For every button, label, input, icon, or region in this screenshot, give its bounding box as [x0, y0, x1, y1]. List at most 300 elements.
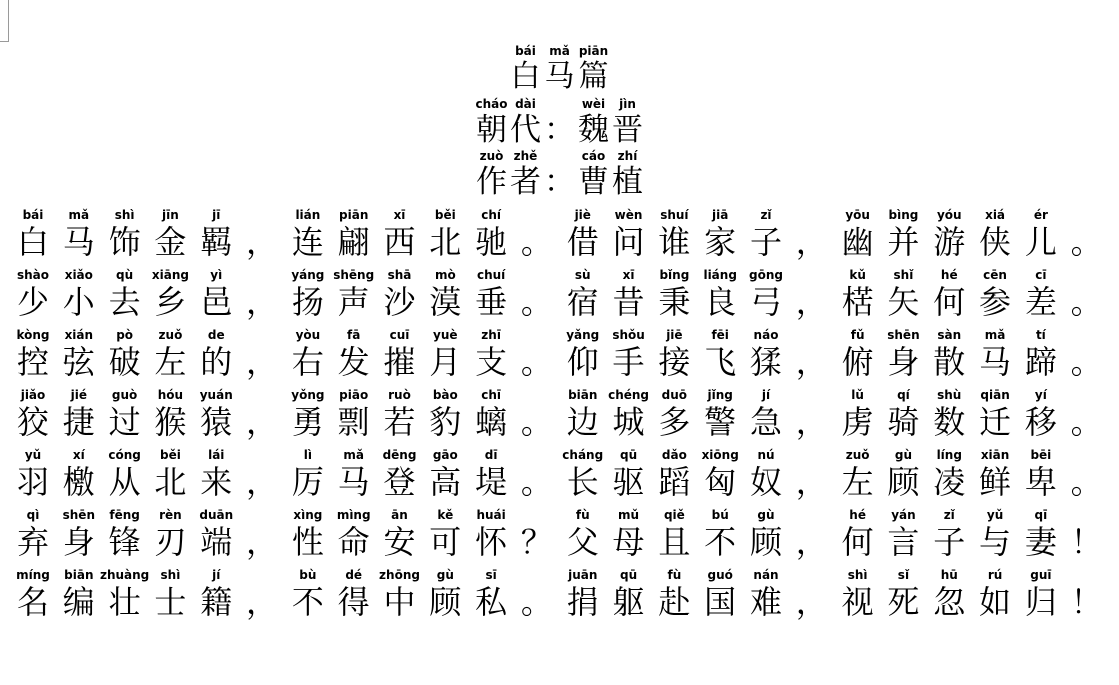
pinyin: piān — [578, 44, 609, 58]
hanzi-with-pinyin — [332, 448, 376, 501]
pinyin: shào — [16, 268, 50, 282]
pinyin: ān — [391, 508, 408, 522]
hanzi: 身 — [887, 343, 920, 381]
hanzi: 如 — [979, 583, 1012, 621]
hanzi-with-pinyin — [607, 268, 651, 321]
punctuation: ， — [246, 403, 279, 441]
hanzi-with-pinyin — [423, 208, 467, 261]
pinyin: bái — [22, 208, 44, 222]
pinyin: shuí — [660, 208, 689, 222]
pinyin: kòng — [16, 328, 50, 342]
punctuation-char — [1065, 388, 1109, 441]
pinyin: duān — [199, 508, 234, 522]
poem-line — [0, 208, 1119, 261]
hanzi-with-pinyin — [698, 568, 742, 621]
pinyin: qiān — [980, 388, 1010, 402]
hanzi: 骑 — [887, 403, 920, 441]
hanzi-with-pinyin — [148, 568, 192, 621]
pinyin: mǎ — [549, 44, 570, 58]
hanzi: 死 — [887, 583, 920, 621]
pinyin: guò — [111, 388, 138, 402]
punctuation-char — [1065, 448, 1109, 501]
text-cursor-margin-mark — [0, 0, 9, 42]
pinyin: gù — [894, 448, 912, 462]
pinyin: rèn — [159, 508, 182, 522]
punctuation-char — [543, 97, 577, 148]
pinyin: cáo — [581, 149, 606, 163]
pinyin: pò — [116, 328, 134, 342]
hanzi-with-pinyin — [927, 508, 971, 561]
pinyin: zhuàng — [99, 568, 150, 582]
hanzi: 儿 — [1024, 223, 1057, 261]
hanzi: 植 — [612, 164, 643, 200]
hanzi-with-pinyin — [698, 208, 742, 261]
pinyin: cuī — [389, 328, 410, 342]
hanzi-with-pinyin — [881, 208, 925, 261]
hanzi: 作 — [476, 164, 507, 200]
pinyin: zhí — [617, 149, 638, 163]
punctuation-char — [240, 328, 284, 381]
pinyin: zhī — [481, 328, 501, 342]
pinyin: lián — [295, 208, 321, 222]
punctuation-char — [790, 508, 834, 561]
hanzi-with-pinyin — [744, 208, 788, 261]
punctuation-char — [515, 448, 559, 501]
hanzi: 秉 — [658, 283, 691, 321]
pinyin: shì — [114, 208, 135, 222]
hanzi: 妻 — [1024, 523, 1057, 561]
hanzi: 接 — [658, 343, 691, 381]
pinyin: shì — [160, 568, 181, 582]
hanzi-with-pinyin — [103, 448, 147, 501]
pinyin: xìng — [293, 508, 323, 522]
hanzi: 厉 — [291, 463, 324, 501]
punctuation-char — [515, 388, 559, 441]
hanzi-with-pinyin — [509, 149, 543, 200]
hanzi: 去 — [108, 283, 141, 321]
hanzi: 声 — [337, 283, 370, 321]
hanzi-with-pinyin — [744, 508, 788, 561]
hanzi-with-pinyin — [57, 268, 101, 321]
hanzi: 驰 — [475, 223, 508, 261]
hanzi-with-pinyin — [509, 97, 543, 148]
pinyin: dǎo — [661, 448, 687, 462]
punctuation-char — [790, 448, 834, 501]
punctuation-char — [790, 568, 834, 621]
hanzi: 高 — [429, 463, 462, 501]
pinyin: piān — [339, 208, 369, 222]
hanzi-with-pinyin — [611, 97, 645, 148]
hanzi: 中 — [383, 583, 416, 621]
hanzi-with-pinyin — [286, 508, 330, 561]
hanzi-with-pinyin — [1019, 508, 1063, 561]
hanzi: 俯 — [841, 343, 874, 381]
hanzi: 多 — [658, 403, 691, 441]
pinyin: mǔ — [618, 508, 640, 522]
hanzi: 邑 — [200, 283, 233, 321]
pinyin: líng — [936, 448, 962, 462]
pinyin: yǎng — [566, 328, 600, 342]
hanzi-with-pinyin — [652, 328, 696, 381]
hanzi: 借 — [566, 223, 599, 261]
pinyin: zǐ — [943, 508, 955, 522]
pinyin: qiě — [663, 508, 685, 522]
pinyin: chī — [481, 388, 502, 402]
hanzi-with-pinyin — [332, 328, 376, 381]
pinyin: lǔ — [851, 388, 864, 402]
hanzi: 虏 — [841, 403, 874, 441]
hanzi-with-pinyin — [927, 388, 971, 441]
hanzi-with-pinyin — [577, 97, 611, 148]
hanzi-with-pinyin — [11, 388, 55, 441]
hanzi: 边 — [566, 403, 599, 441]
pinyin: chuí — [476, 268, 506, 282]
hanzi-with-pinyin — [11, 568, 55, 621]
hanzi: 破 — [108, 343, 141, 381]
hanzi-with-pinyin — [698, 328, 742, 381]
punctuation: ， — [246, 523, 279, 561]
pinyin: běi — [434, 208, 456, 222]
hanzi-with-pinyin — [607, 568, 651, 621]
pinyin: yòu — [295, 328, 321, 342]
hanzi: 蹄 — [1024, 343, 1057, 381]
hanzi-with-pinyin — [99, 568, 150, 621]
hanzi: 魏 — [578, 112, 609, 148]
punctuation-char — [240, 388, 284, 441]
hanzi-with-pinyin — [148, 388, 192, 441]
punctuation: ， — [795, 343, 828, 381]
pinyin: mò — [434, 268, 456, 282]
hanzi-with-pinyin — [194, 508, 238, 561]
pinyin: nú — [757, 448, 775, 462]
pinyin: shā — [387, 268, 412, 282]
pinyin: qī — [1034, 508, 1048, 522]
pinyin: mǎ — [68, 208, 90, 222]
hanzi-with-pinyin — [698, 448, 742, 501]
hanzi: 北 — [154, 463, 187, 501]
punctuation: ， — [795, 283, 828, 321]
hanzi: 且 — [658, 523, 691, 561]
pinyin: jié — [70, 388, 87, 402]
pinyin: xī — [622, 268, 635, 282]
hanzi: 何 — [933, 283, 966, 321]
hanzi: 堤 — [475, 463, 508, 501]
hanzi: 昔 — [612, 283, 645, 321]
hanzi: 漠 — [429, 283, 462, 321]
hanzi: 凌 — [933, 463, 966, 501]
hanzi-with-pinyin — [469, 508, 513, 561]
hanzi-with-pinyin — [607, 388, 651, 441]
hanzi: 控 — [16, 343, 49, 381]
pinyin: dī — [484, 448, 498, 462]
hanzi: 赴 — [658, 583, 691, 621]
pinyin: shù — [937, 388, 962, 402]
hanzi-with-pinyin — [148, 448, 192, 501]
hanzi: 北 — [429, 223, 462, 261]
hanzi-with-pinyin — [561, 328, 605, 381]
poem-line — [0, 568, 1119, 621]
pinyin: yì — [210, 268, 223, 282]
hanzi-with-pinyin — [881, 448, 925, 501]
hanzi: 剽 — [337, 403, 370, 441]
punctuation: ， — [246, 463, 279, 501]
pinyin: tí — [1035, 328, 1046, 342]
hanzi: 勇 — [291, 403, 324, 441]
hanzi: 可 — [429, 523, 462, 561]
hanzi: 难 — [749, 583, 782, 621]
hanzi: 手 — [612, 343, 645, 381]
hanzi-with-pinyin — [1019, 448, 1063, 501]
hanzi: 游 — [933, 223, 966, 261]
hanzi-with-pinyin — [103, 388, 147, 441]
pinyin: de — [207, 328, 225, 342]
hanzi: 顾 — [887, 463, 920, 501]
hanzi-with-pinyin — [286, 388, 330, 441]
pinyin: fǔ — [850, 328, 865, 342]
hanzi-with-pinyin — [561, 568, 605, 621]
hanzi: 右 — [291, 343, 324, 381]
pinyin: gōng — [749, 268, 783, 282]
hanzi-with-pinyin — [286, 268, 330, 321]
hanzi: 顾 — [429, 583, 462, 621]
pinyin: cháo — [475, 97, 508, 111]
hanzi: 怀 — [475, 523, 508, 561]
pinyin: jí — [212, 568, 221, 582]
hanzi-with-pinyin — [927, 268, 971, 321]
hanzi: 飞 — [704, 343, 737, 381]
hanzi: 移 — [1024, 403, 1057, 441]
punctuation: ： — [544, 112, 575, 148]
pinyin: biān — [64, 568, 94, 582]
punctuation-char — [515, 508, 559, 561]
hanzi: 的 — [200, 343, 233, 381]
hanzi-with-pinyin — [469, 268, 513, 321]
hanzi-with-pinyin — [927, 568, 971, 621]
hanzi: 子 — [749, 223, 782, 261]
hanzi: 参 — [979, 283, 1012, 321]
punctuation-char — [1065, 208, 1109, 261]
pinyin: sǐ — [897, 568, 910, 582]
pinyin: dài — [515, 97, 536, 111]
hanzi: 幽 — [841, 223, 874, 261]
hanzi-with-pinyin — [423, 448, 467, 501]
hanzi: 翩 — [337, 223, 370, 261]
pinyin: jiā — [712, 208, 729, 222]
punctuation: 。 — [1070, 283, 1103, 321]
hanzi-with-pinyin — [652, 508, 696, 561]
hanzi-with-pinyin — [652, 448, 696, 501]
poem-line — [0, 508, 1119, 561]
pinyin: zuǒ — [845, 448, 870, 462]
pinyin: rú — [987, 568, 1003, 582]
punctuation: ， — [246, 343, 279, 381]
hanzi: 西 — [383, 223, 416, 261]
pinyin: qū — [619, 448, 638, 462]
hanzi: 性 — [291, 523, 324, 561]
pinyin: hé — [940, 268, 958, 282]
hanzi-with-pinyin — [698, 508, 742, 561]
pinyin: yuán — [199, 388, 233, 402]
hanzi-with-pinyin — [577, 149, 611, 200]
hanzi: 狡 — [16, 403, 49, 441]
pinyin: mǎ — [343, 448, 364, 462]
pinyin: gù — [436, 568, 454, 582]
hanzi: 编 — [62, 583, 95, 621]
hanzi: 不 — [704, 523, 737, 561]
pinyin: lái — [208, 448, 225, 462]
hanzi-with-pinyin — [973, 208, 1017, 261]
punctuation-char — [543, 149, 577, 200]
hanzi-with-pinyin — [11, 328, 55, 381]
hanzi: 月 — [429, 343, 462, 381]
pinyin: huái — [476, 508, 506, 522]
punctuation-char — [240, 508, 284, 561]
hanzi: 母 — [612, 523, 645, 561]
punctuation: 。 — [1070, 223, 1103, 261]
hanzi: 父 — [566, 523, 599, 561]
pinyin: dēng — [382, 448, 417, 462]
punctuation: 。 — [520, 283, 553, 321]
pinyin: xiān — [980, 448, 1010, 462]
pinyin: shēn — [887, 328, 920, 342]
punctuation: ， — [795, 403, 828, 441]
punctuation: 。 — [520, 583, 553, 621]
punctuation: ： — [544, 164, 575, 200]
hanzi-with-pinyin — [561, 208, 605, 261]
hanzi-with-pinyin — [469, 388, 513, 441]
hanzi-with-pinyin — [1019, 388, 1063, 441]
hanzi-with-pinyin — [286, 568, 330, 621]
pinyin: chéng — [608, 388, 650, 402]
poem-body — [0, 208, 1119, 621]
punctuation-char — [790, 388, 834, 441]
hanzi-with-pinyin — [469, 448, 513, 501]
hanzi: 矢 — [887, 283, 920, 321]
hanzi-with-pinyin — [973, 448, 1017, 501]
hanzi: 城 — [612, 403, 645, 441]
hanzi-with-pinyin — [744, 328, 788, 381]
hanzi: 篇 — [578, 59, 609, 94]
hanzi: 与 — [979, 523, 1012, 561]
pinyin: zuǒ — [158, 328, 183, 342]
hanzi: 马 — [979, 343, 1012, 381]
pinyin: hū — [940, 568, 958, 582]
hanzi: 白 — [510, 59, 541, 94]
hanzi-with-pinyin — [57, 568, 101, 621]
hanzi: 登 — [383, 463, 416, 501]
pinyin: kǔ — [849, 268, 866, 282]
pinyin: guó — [707, 568, 733, 582]
hanzi: 马 — [544, 59, 575, 94]
hanzi-with-pinyin — [836, 388, 880, 441]
pinyin: fù — [575, 508, 590, 522]
hanzi-with-pinyin — [286, 208, 330, 261]
punctuation-char — [240, 448, 284, 501]
hanzi: 士 — [154, 583, 187, 621]
punctuation: 。 — [520, 223, 553, 261]
hanzi: 羽 — [16, 463, 49, 501]
hanzi-with-pinyin — [652, 268, 696, 321]
hanzi-with-pinyin — [469, 208, 513, 261]
hanzi-with-pinyin — [561, 448, 605, 501]
hanzi-with-pinyin — [744, 568, 788, 621]
hanzi: 壮 — [108, 583, 141, 621]
hanzi-with-pinyin — [607, 508, 651, 561]
hanzi-with-pinyin — [607, 328, 651, 381]
hanzi-with-pinyin — [607, 208, 651, 261]
hanzi-with-pinyin — [194, 388, 238, 441]
hanzi-with-pinyin — [423, 508, 467, 561]
hanzi: 马 — [62, 223, 95, 261]
punctuation: ！ — [1070, 583, 1103, 621]
poem-line — [0, 268, 1119, 321]
pinyin: qì — [26, 508, 40, 522]
pinyin: dé — [345, 568, 363, 582]
hanzi-with-pinyin — [836, 328, 880, 381]
pinyin: bēi — [1030, 448, 1052, 462]
punctuation-char — [790, 208, 834, 261]
pinyin: jiē — [666, 328, 683, 342]
punctuation: ， — [246, 583, 279, 621]
hanzi-with-pinyin — [836, 448, 880, 501]
hanzi-with-pinyin — [927, 448, 971, 501]
hanzi-with-pinyin — [543, 44, 577, 95]
hanzi-with-pinyin — [378, 388, 422, 441]
hanzi-with-pinyin — [744, 388, 788, 441]
hanzi: 垂 — [475, 283, 508, 321]
hanzi-with-pinyin — [148, 268, 192, 321]
hanzi: 迁 — [979, 403, 1012, 441]
hanzi-with-pinyin — [973, 508, 1017, 561]
hanzi: 安 — [383, 523, 416, 561]
hanzi: 捷 — [62, 403, 95, 441]
hanzi-with-pinyin — [332, 508, 376, 561]
pinyin: kě — [437, 508, 454, 522]
hanzi: 仰 — [566, 343, 599, 381]
pinyin: nán — [753, 568, 779, 582]
hanzi-with-pinyin — [57, 328, 101, 381]
poem-line — [0, 448, 1119, 501]
hanzi: 猴 — [154, 403, 187, 441]
pinyin: qí — [897, 388, 910, 402]
hanzi-with-pinyin — [1019, 328, 1063, 381]
hanzi-with-pinyin — [194, 268, 238, 321]
hanzi-with-pinyin — [836, 208, 880, 261]
pinyin: mǎ — [984, 328, 1006, 342]
hanzi: 言 — [887, 523, 920, 561]
pinyin: xī — [393, 208, 406, 222]
punctuation: ？ — [520, 523, 553, 561]
pinyin: shēn — [62, 508, 95, 522]
hanzi-with-pinyin — [561, 508, 605, 561]
pinyin: yǒng — [291, 388, 325, 402]
hanzi-with-pinyin — [378, 208, 422, 261]
hanzi-with-pinyin — [194, 448, 238, 501]
hanzi: 代 — [510, 112, 541, 148]
hanzi-with-pinyin — [836, 568, 880, 621]
pinyin: sàn — [937, 328, 962, 342]
pinyin: mìng — [336, 508, 371, 522]
pinyin: xiǎo — [64, 268, 93, 282]
hanzi-with-pinyin — [652, 208, 696, 261]
hanzi-with-pinyin — [881, 388, 925, 441]
hanzi-with-pinyin — [378, 508, 422, 561]
hanzi-with-pinyin — [103, 268, 147, 321]
punctuation: 。 — [1070, 463, 1103, 501]
pinyin: shēng — [333, 268, 375, 282]
pinyin: yán — [891, 508, 916, 522]
hanzi: 锋 — [108, 523, 141, 561]
